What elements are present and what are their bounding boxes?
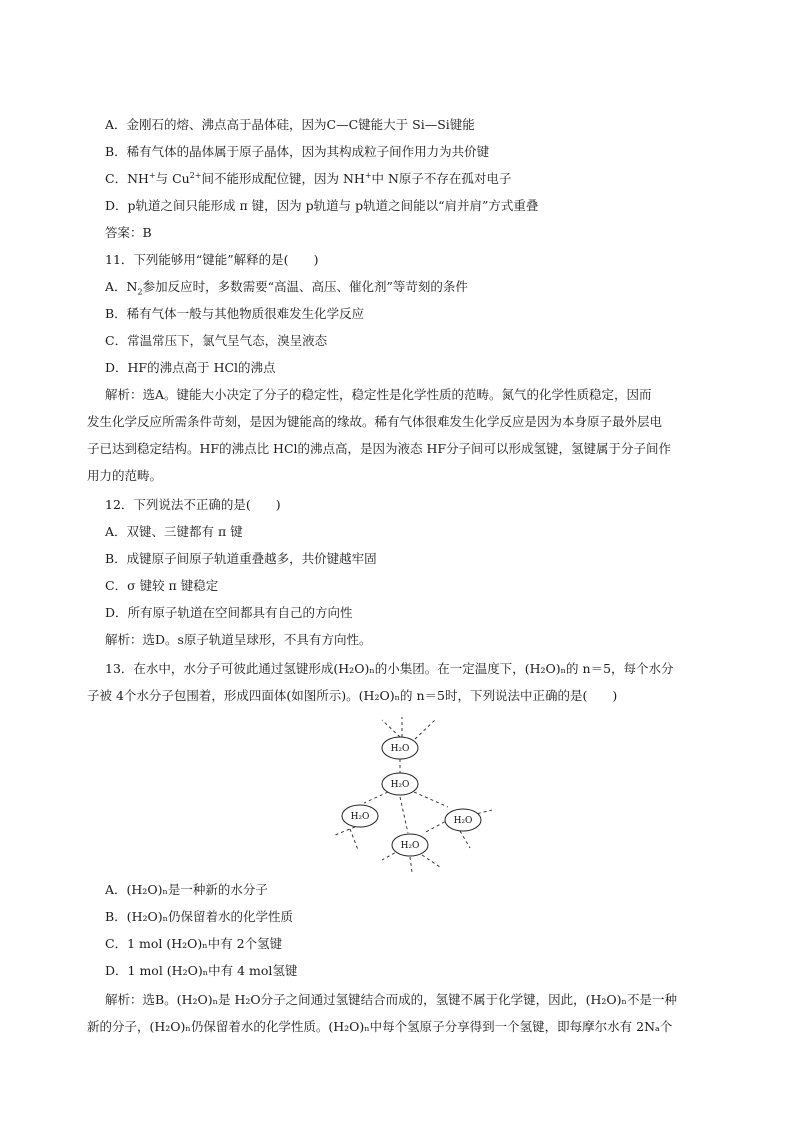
q11-option-c: C．常温常压下，氯气呈气态，溴呈液态 — [105, 333, 328, 348]
q10-c-suffix: 中 N原子不存在孤对电子 — [371, 171, 512, 186]
q12-option-b: B．成键原子间原子轨道重叠越多，共价键越牢固 — [105, 551, 377, 566]
q10-option-b: B．稀有气体的晶体属于原子晶体，因为其构成粒子间作用力为共价键 — [105, 144, 490, 159]
q10-answer: 答案：B — [105, 225, 152, 240]
q11-option-a — [105, 273, 720, 300]
q11-a-subscript: 2 — [137, 287, 143, 297]
q13-stem-line-1: 13．在水中，水分子可彼此通过氢键形成(H₂O)ₙ的小集团。在一定温度下，(H₂O)ₙ的 n＝5，每个水分 — [105, 661, 674, 676]
q11-a-prefix: A．N — [105, 279, 138, 294]
q10-option-a: A．金刚石的熔、沸点高于晶体硅，因为C—C键能大于 Si—Si键能 — [105, 117, 475, 132]
q10-c-charge-1: + — [148, 170, 156, 180]
q11-a-suffix: 参加反应时，多数需要“高温、高压、催化剂”等苛刻的条件 — [142, 279, 468, 294]
q12-stem: 12．下列说法不正确的是( ) — [105, 497, 281, 512]
q11-option-d: D．HF的沸点高于 HCl的沸点 — [105, 360, 276, 375]
q10-option-c — [105, 165, 720, 192]
water-cluster-diagram — [330, 715, 500, 875]
q13-option-b: B．(H₂O)ₙ仍保留着水的化学性质 — [105, 909, 294, 924]
q11-option-b: B．稀有气体一般与其他物质很难发生化学反应 — [105, 306, 365, 321]
q13-analysis-line-2: 新的分子，(H₂O)ₙ仍保留着水的化学性质。(H₂O)ₙ中每个氢原子分享得到一个氢键，即每摩尔水有 2Nₐ个 — [87, 1019, 673, 1034]
q13-option-a: A．(H₂O)ₙ是一种新的水分子 — [105, 882, 268, 897]
q10-c-prefix: C．NH — [105, 171, 149, 186]
node-label-left: H₂O — [350, 812, 370, 822]
q13-analysis-line-1: 解析：选B。(H₂O)ₙ是 H₂O分子之间通过氢键结合而成的，氢键不属于化学键，因此，(H₂O)ₙ不是一种 — [105, 992, 677, 1007]
q10-c-charge-3: + — [364, 170, 372, 180]
q10-c-charge-2: 2+ — [189, 170, 202, 180]
node-label-right: H₂O — [453, 816, 473, 826]
q12-option-c: C．σ 键较 π 键稳定 — [105, 578, 219, 593]
q11-analysis-line-3: 子已达到稳定结构。HF的沸点比 HCl的沸点高，是因为液态 HF分子间可以形成氢键，氢键属于分子间作 — [87, 441, 672, 456]
q11-analysis-line-4: 用力的范畴。 — [87, 468, 163, 483]
q13-option-c: C．1 mol (H₂O)ₙ中有 2个氢键 — [105, 936, 283, 951]
q12-analysis: 解析：选D。s原子轨道呈球形，不具有方向性。 — [105, 632, 372, 647]
node-label-center: H₂O — [390, 780, 410, 790]
q12-option-a: A．双键、三键都有 π 键 — [105, 524, 243, 539]
node-label-top: H₂O — [390, 744, 410, 754]
q13-option-d: D．1 mol (H₂O)ₙ中有 4 mol氢键 — [105, 963, 298, 978]
node-label-bottom: H₂O — [400, 841, 420, 851]
q10-c-middle-1: 与 Cu — [155, 171, 190, 186]
q10-option-d: D．p轨道之间只能形成 π 键，因为 p轨道与 p轨道之间能以“肩并肩”方式重叠 — [105, 198, 539, 213]
q11-stem: 11．下列能够用“键能”解释的是( ) — [105, 252, 319, 267]
q10-c-middle-2: 间不能形成配位键，因为 NH — [201, 171, 365, 186]
q13-stem-line-2: 子被 4个水分子包围着，形成四面体(如图所示)。(H₂O)ₙ的 n＝5时，下列说法中正确的是( ) — [87, 688, 618, 703]
q11-analysis-line-1: 解析：选A。键能大小决定了分子的稳定性，稳定性是化学性质的范畴。氮气的化学性质稳定，因而 — [105, 387, 652, 402]
q11-analysis-line-2: 发生化学反应所需条件苛刻，是因为键能高的缘故。稀有气体很难发生化学反应是因为本身原子最外层电 — [87, 414, 663, 429]
q12-option-d: D．所有原子轨道在空间都具有自己的方向性 — [105, 605, 353, 620]
